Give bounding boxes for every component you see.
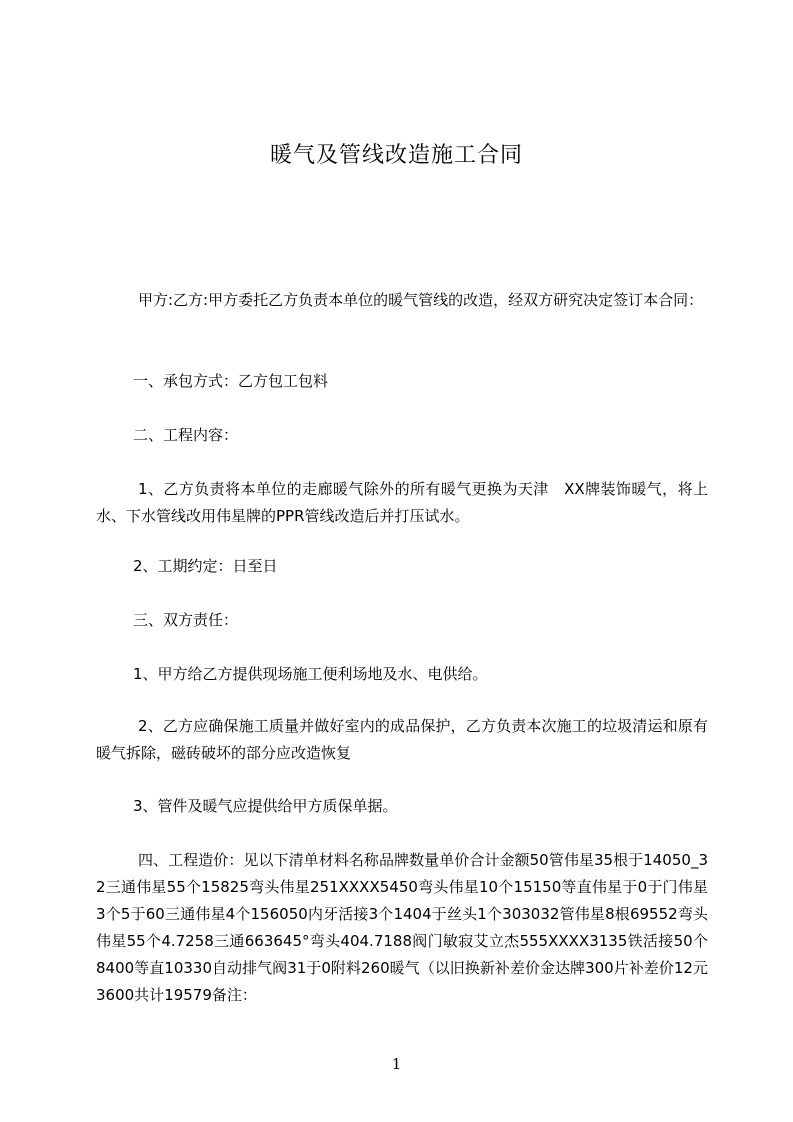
work-content-item-1: 1、乙方负责将本单位的走廊暖气除外的所有暖气更换为天津 XX牌装饰暖气，将上水、下水管线改用伟星牌的PPR管线改造后并打压试水。 — [96, 480, 708, 525]
intro-paragraph: 甲方:乙方:甲方委托乙方负责本单位的暖气管线的改造，经双方研究决定签订本合同： — [138, 291, 704, 309]
responsibility-item-2: 2、乙方应确保施工质量并做好室内的成品保护，乙方负责本次施工的垃圾清运和原有暖气拆除，磁砖破坏的部分应改造恢复 — [96, 717, 708, 762]
document-title: 暖气及管线改造施工合同 — [269, 143, 523, 168]
page-number: 1 — [391, 1055, 402, 1073]
section-contract-method: 一、承包方式：乙方包工包料 — [133, 372, 329, 390]
work-content-item-2: 2、工期约定：日至日 — [133, 557, 278, 575]
section-project-cost: 四、工程造价：见以下清单材料名称品牌数量单价合计金额50管伟星35根于14050_32三通伟星55个15825弯头伟星251XXXX5450弯头伟星10个15150等直伟星于0于门伟星3个5于60三通伟星4个156050内牙活接3个1404于丝头1个303032管伟星8根69552弯头伟星55个4.7258三通663645°弯头404.7188阀门敏寂艾立杰555XXXX3135铁活接50个8400等直10330自动排气阀31于0附料260暖气（以旧换新补差价金达牌300片补差价12元3600共计19579备注： — [96, 851, 708, 1004]
section-responsibilities: 三、双方责任： — [133, 611, 239, 629]
section-work-content: 二、工程内容： — [133, 426, 239, 444]
responsibility-item-1: 1、甲方给乙方提供现场施工便利场地及水、电供给。 — [133, 665, 488, 683]
responsibility-item-3: 3、管件及暖气应提供给甲方质保单据。 — [133, 797, 398, 815]
